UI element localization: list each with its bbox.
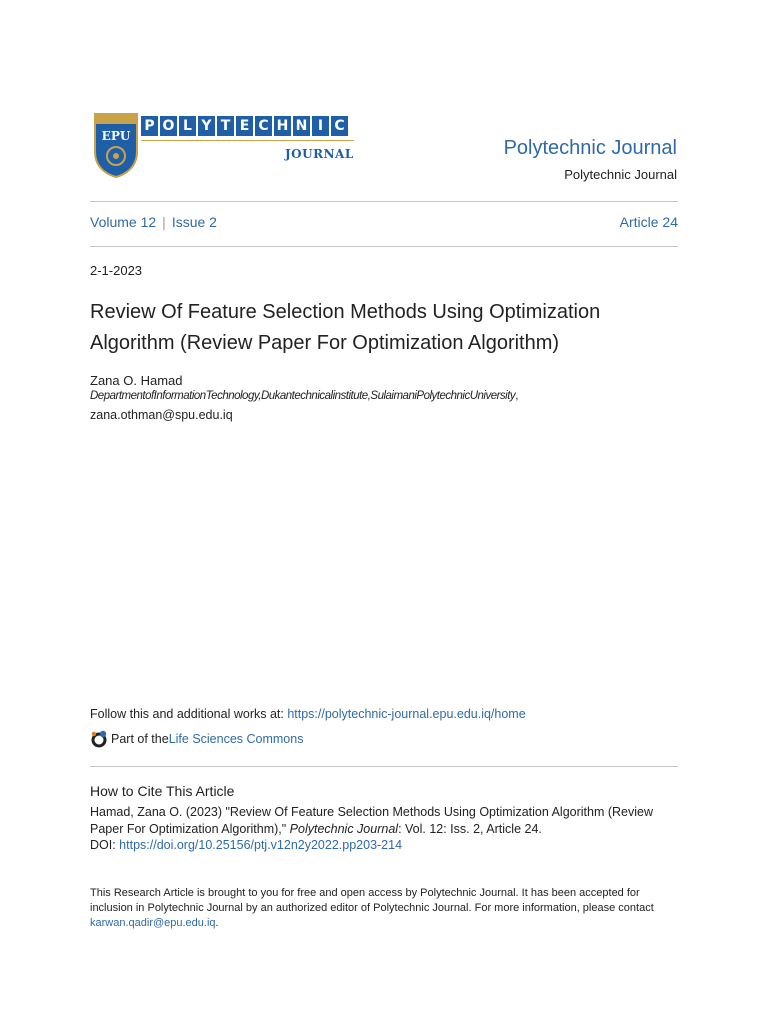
wordmark-letter: P: [141, 116, 158, 136]
wordmark-letter: I: [312, 116, 329, 136]
article-link[interactable]: Article 24: [619, 214, 678, 230]
citation-main: Hamad, Zana O. (2023) "Review Of Feature Selection Methods Using Optimization Algorithm (Review Paper For Optimization Algorithm),": [90, 805, 654, 836]
issue-separator: |: [162, 214, 166, 230]
contact-email-link[interactable]: karwan.qadir@epu.edu.iq: [90, 917, 216, 929]
access-text: This Research Article is brought to you for free and open access by Polytechnic Journal. It has been accepted for inclusion in Polytechnic Journal by an authorized editor of Polytechnic Journal. For more information, please contact: [90, 887, 654, 914]
issue-link[interactable]: Issue 2: [171, 214, 217, 230]
affiliation-text: DepartmentofInformationTechnology,Dukantechnicalinstitute,SulaimaniPolytechnicUniversity: [90, 390, 516, 402]
citation-volume: : Vol. 12: Iss. 2, Article 24.: [398, 822, 542, 836]
logo-divider: [141, 140, 354, 141]
author-affiliation: [90, 390, 690, 402]
journal-logo: [93, 110, 357, 182]
affiliation-suffix: ,: [515, 390, 518, 402]
network-commons-icon: [90, 730, 108, 748]
journal-name: Polytechnic Journal: [564, 167, 677, 182]
issue-bar: [90, 214, 678, 230]
doi-prefix: DOI:: [90, 838, 120, 852]
wordmark-letter: N: [293, 116, 310, 136]
doi-link[interactable]: https://doi.org/10.25156/ptj.v12n2y2022.pp203-214: [119, 838, 403, 852]
author-email: zana.othman@spu.edu.iq: [90, 408, 233, 422]
author-name: Zana O. Hamad: [90, 373, 183, 388]
wordmark-letter: Y: [198, 116, 215, 136]
cite-heading: How to Cite This Article: [90, 783, 235, 799]
wordmark-letter: E: [236, 116, 253, 136]
wordmark-letter: C: [255, 116, 272, 136]
divider: [90, 766, 678, 767]
wordmark-letter: C: [331, 116, 348, 136]
citation-text: [90, 804, 670, 838]
wordmark-letter: T: [217, 116, 234, 136]
wordmark-letter: O: [160, 116, 177, 136]
article-title: Review Of Feature Selection Methods Using Optimization Algorithm (Review Paper For Optimization Algorithm): [90, 301, 601, 354]
volume-link[interactable]: Volume 12: [90, 214, 157, 230]
citation-journal: Polytechnic Journal: [289, 822, 399, 836]
publication-date: 2-1-2023: [90, 263, 143, 278]
divider: [90, 246, 678, 247]
repository-home-link[interactable]: https://polytechnic-journal.epu.edu.iq/home: [287, 707, 526, 721]
life-sciences-commons-link[interactable]: Life Sciences Commons: [168, 732, 304, 746]
part-of-line: [90, 730, 303, 748]
wordmark-letter: L: [179, 116, 196, 136]
follow-line: [90, 707, 526, 721]
wordmark: [141, 116, 350, 136]
follow-prefix: Follow this and additional works at:: [90, 707, 288, 721]
journal-home-link[interactable]: Polytechnic Journal: [503, 137, 677, 159]
access-end: .: [215, 917, 219, 929]
epu-shield-icon: [93, 112, 139, 178]
part-of-prefix: Part of the: [111, 732, 169, 746]
doi-line: [90, 838, 402, 852]
logo-subtitle: JOURNAL: [285, 147, 354, 161]
wordmark-letter: H: [274, 116, 291, 136]
emblem-text: EPU: [101, 129, 131, 143]
divider: [90, 201, 678, 202]
access-statement: [90, 886, 670, 931]
